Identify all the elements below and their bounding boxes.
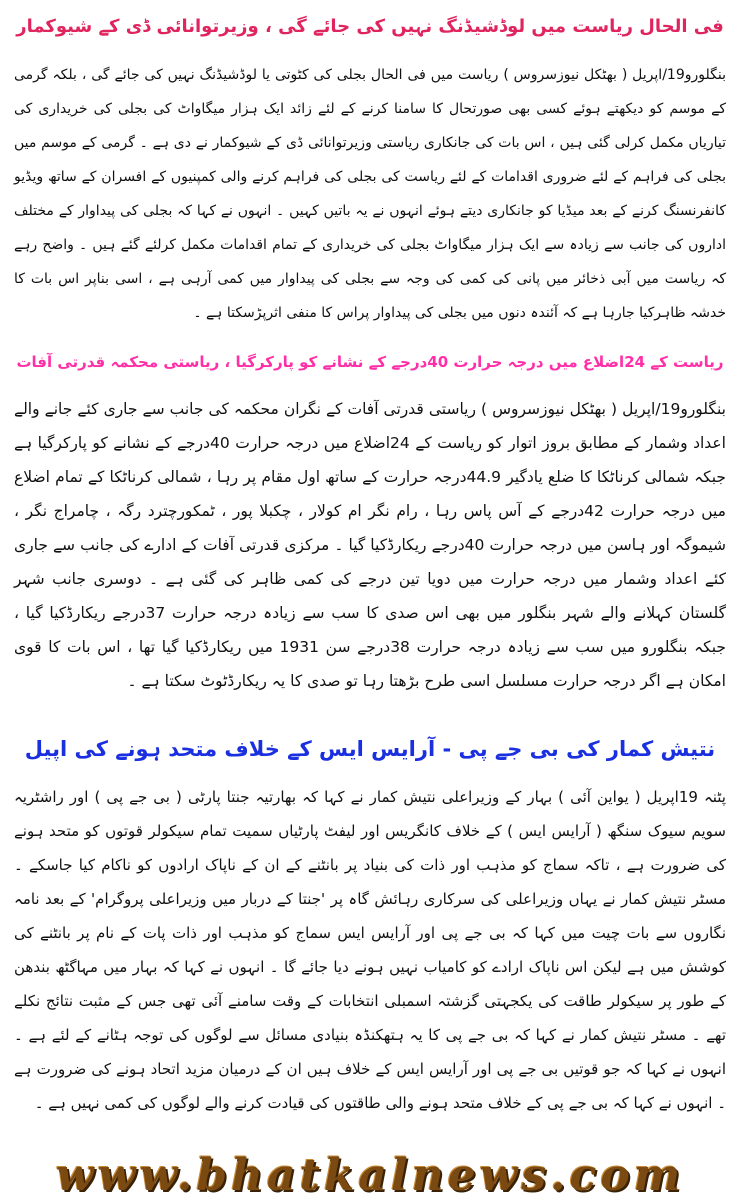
article-3-text: پٹنہ 19اپریل ( یواین آئی ) بہار کے وزیراعلی نتیش کمار نے کہا کہ بھارتیہ جنتا پارٹی ( بی جے پی ) اور راشٹریہ سویم سیوک سنگھ ( آرایس ایس ) کے خلاف کانگریس اور لیفٹ پارٹیاں سمیت تمام سیکولر قوتوں کو متحد ہونے کی ضرورت ہے ، تاکہ سماج کو مذہب اور ذات کی بنیاد پر بانٹنے کے ان کے ناپاک ارادوں کو ناکام کیا جاسکے ۔ مسٹر نتیش کمار نے یہاں وزیراعلی کی سرکاری رہائش گاہ پر 'جنتا کے دربار میں وزیراعلی پروگرام' کے بعد نامہ نگاروں سے بات چیت میں کہا کہ بی جے پی اور آرایس ایس سماج کو مذہب اور ذات پات کے نام پر بانٹنے کی کوشش میں ہے لیکن اس ناپاک ارادے کو کامیاب نہیں ہونے دیا جائے گا ۔ انہوں نے کہا کہ بہار میں مہاگٹھ بندھن کے طور پر سیکولر طاقت کی یکجہتی گزشتہ اسمبلی انتخابات کے وقت سامنے آئی تھی جس کے مثبت نتائج نکلے تھے ۔ مسٹر نتیش کمار نے کہا کہ بی جے پی کا یہ ہتھکنڈہ بنیادی مسائل سے لوگوں کی توجہ ہٹانے کے لئے ہے ۔ انہوں نے کہا کہ جو قوتیں بی جے پی اور آرایس ایس کے خلاف ہیں ان کے درمیان مزید اتحاد ہونے کی ضرورت ہے ۔ انہوں نے کہا کہ بی جے پی کے خلاف متحد ہونے والی طاقتوں کی قیادت کرنے والے لوگوں کی کمی نہیں ہے ۔ xyxy=(14,788,726,1112)
site-url-logo[interactable]: www.bhatkalnews.com xyxy=(55,1149,685,1201)
article-2-body xyxy=(14,392,726,728)
article-3-body xyxy=(14,780,726,1152)
article-2-text: بنگلورو19/اپریل ( بھٹکل نیوزسروس ) ریاستی قدرتی آفات کے نگران محکمہ کی جانب سے جاری کئے جانے والے اعداد وشمار کے مطابق بروز اتوار کو ریاست کے 24اضلاع میں درجہ حرارت 40درجے کے نشانے کو پارکرگیا ہے جبکہ شمالی کرناٹکا کا ضلع یادگیر 44.9درجہ حرارت کے ساتھ اول مقام پر رہا ، شمالی کرناٹکا کے تمام اضلاع میں درجہ حرارت 42درجے کے آس پاس رہا ، رام نگر ام کولار ، چکبلا پور ، ٹمکورچترد رگہ ، چامراج نگر ، شیموگہ اور ہاسن میں درجہ حرارت 40درجے ریکارڈکیا گیا ۔ مرکزی قدرتی آفات کے ادارے کی جانب سے جاری کئے اعداد وشمار میں درجہ حرارت میں دویا تین درجے کی کمی ظاہر کی گئی ہے ۔ دوسری جانب شہر گلستان کہلانے والے شہر بنگلور میں بھی اس صدی کا سب سے زیادہ درجہ حرارت 37درجے ریکارڈکیا گیا ، جبکہ بنگلورو میں سب سے زیادہ درجہ حرارت 38درجے سن 1931 میں ریکارڈکیا گیا تھا ، اس بات کا قوی امکان ہے اگر درجہ حرارت مسلسل اسی طرح بڑھتا رہا تو صدی کا یہ ریکارڈٹوٹ سکتا ہے ۔ xyxy=(14,400,727,690)
article-3-headline: نتیش کمار کی بی جے پی - آرایس ایس کے خلاف متحد ہونے کی اپیل xyxy=(24,737,716,761)
article-1-headline: فی الحال ریاست میں لوڈشیڈنگ نہیں کی جائے گی ، وزیرتوانائی ڈی کے شیوکمار xyxy=(16,16,724,37)
article-1-body xyxy=(14,58,726,338)
article-2-headline: ریاست کے 24اضلاع میں درجہ حرارت 40درجے کے نشانے کو پارکرگیا ، ریاستی محکمہ قدرتی آفات xyxy=(16,353,724,371)
site-footer xyxy=(0,1150,740,1200)
article-1-text: بنگلورو19/اپریل ( بھٹکل نیوزسروس ) ریاست میں فی الحال بجلی کی کٹوتی یا لوڈشیڈنگ نہیں کی جائے گی ، بلکہ گرمی کے موسم کو دیکھتے ہوئے کسی بھی صورتحال کا سامنا کرنے کے لئے زائد ایک ہزار میگاواٹ کی بجلی کی خریداری کی تیاریاں مکمل کرلی گئی ہیں ، اس بات کی جانکاری ریاستی وزیرتوانائی ڈی کے شیوکمار نے دی ہے ۔ گرمی کے موسم میں بجلی کی فراہم کے لئے ضروری اقدامات کے لئے ریاست کی بجلی کی فراہم کرنے والی کمپنیوں کے افسران کے ساتھ ویڈیو کانفرنسنگ کرنے کے بعد میڈیا کو جانکاری دیتے ہوئے انہوں نے یہ باتیں کہیں ۔ انہوں نے کہا کہ بجلی کی پیداوار کے مختلف اداروں کی جانب سے زیادہ سے ایک ہزار میگاواٹ بجلی کی خریداری کے تمام اقدامات مکمل کرلئے گئے ہیں ۔ واضح رہے کہ ریاست میں آبی ذخائر میں پانی کی کمی کی وجہ سے بجلی کی پیداوار میں کمی آرہی ہے ، اسی بناپر اس بات کا خدشہ ظاہرکیا جارہا ہے کہ آئندہ دنوں میں بجلی کی پیداوار پراس کا منفی اثرپڑسکتا ہے ۔ xyxy=(14,67,726,321)
